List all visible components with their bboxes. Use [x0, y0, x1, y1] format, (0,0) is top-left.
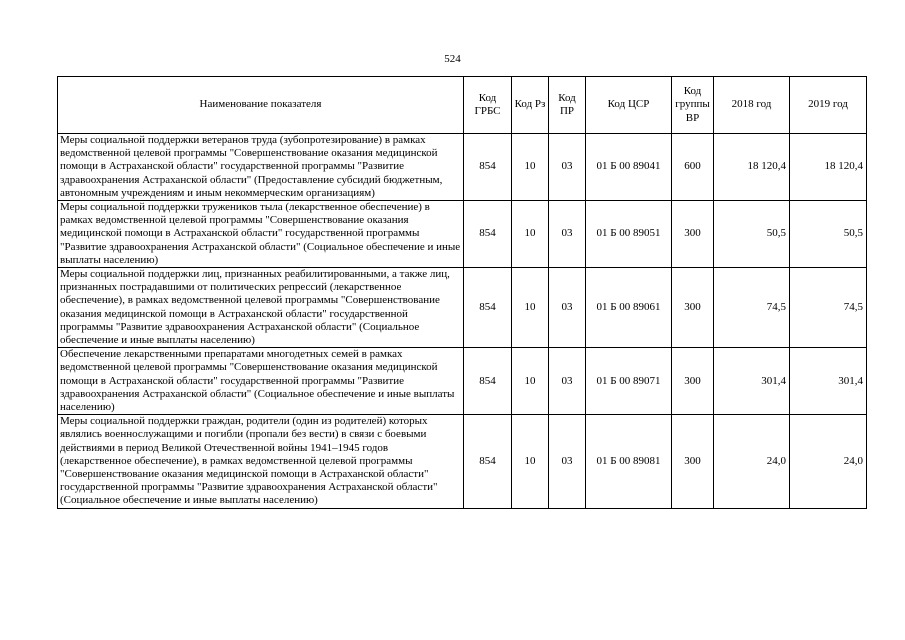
row-csr: 01 Б 00 89081: [586, 415, 672, 508]
row-grbs: 854: [464, 268, 512, 348]
row-rz: 10: [512, 134, 549, 201]
table-row: [58, 201, 867, 268]
header-rz: Код Рз: [512, 77, 549, 134]
header-csr: Код ЦСР: [586, 77, 672, 134]
row-name: Обеспечение лекарственными препаратами многодетных семей в рамках ведомственной целевой программы "Совершенствование оказания медицинской помощи в Астраханской области" государственной программы "Развитие здравоохранения Астраханской области" (Социальное обеспечение и иные выплаты населению): [58, 348, 464, 415]
header-grbs: Код ГРБС: [464, 77, 512, 134]
row-grbs: 854: [464, 134, 512, 201]
row-csr: 01 Б 00 89051: [586, 201, 672, 268]
row-pr: 03: [549, 268, 586, 348]
row-grbs: 854: [464, 415, 512, 508]
row-vr: 600: [672, 134, 714, 201]
row-amount-2019: 24,0: [790, 415, 867, 508]
header-name: Наименование показателя: [58, 77, 464, 134]
row-vr: 300: [672, 348, 714, 415]
row-grbs: 854: [464, 201, 512, 268]
table-row: [58, 134, 867, 201]
row-pr: 03: [549, 201, 586, 268]
header-2019: 2019 год: [790, 77, 867, 134]
row-rz: 10: [512, 201, 549, 268]
row-amount-2018: 301,4: [714, 348, 790, 415]
row-vr: 300: [672, 268, 714, 348]
row-csr: 01 Б 00 89061: [586, 268, 672, 348]
row-name: Меры социальной поддержки тружеников тыла (лекарственное обеспечение) в рамках ведомственной целевой программы "Совершенствование оказания медицинской помощи в Астраханской области" государственной программы "Развитие здравоохранения Астраханской области" (Социальное обеспечение и иные выплаты населению): [58, 201, 464, 268]
row-rz: 10: [512, 268, 549, 348]
row-vr: 300: [672, 415, 714, 508]
table-row: [58, 415, 867, 508]
row-amount-2018: 50,5: [714, 201, 790, 268]
header-vr: Код группы ВР: [672, 77, 714, 134]
row-csr: 01 Б 00 89071: [586, 348, 672, 415]
row-name: Меры социальной поддержки граждан, родители (один из родителей) которых являлись военнослужащими и погибли (пропали без вести) в связи с боевыми действиями в период Великой Отечественной войны 1941–1945 годов (лекарственное обеспечение), в рамках ведомственной целевой программы "Совершенствование оказания медицинской помощи в Астраханской области" государственной программы "Развитие здравоохранения Астраханской области" (Социальное обеспечение и иные выплаты населению): [58, 415, 464, 508]
row-pr: 03: [549, 348, 586, 415]
table-header-row: [58, 77, 867, 134]
table-row: [58, 268, 867, 348]
row-vr: 300: [672, 201, 714, 268]
row-pr: 03: [549, 415, 586, 508]
row-amount-2019: 18 120,4: [790, 134, 867, 201]
row-name: Меры социальной поддержки ветеранов труда (зубопротезирование) в рамках ведомственной целевой программы "Совершенствование оказания медицинской помощи в Астраханской области" государственной программы "Развитие здравоохранения Астраханской области" (Предоставление субсидий бюджетным, автономным учреждениям и иным некоммерческим организациям): [58, 134, 464, 201]
budget-table: [57, 76, 867, 509]
header-pr: Код ПР: [549, 77, 586, 134]
row-name: Меры социальной поддержки лиц, признанных реабилитированными, а также лиц, признанных пострадавшими от политических репрессий (лекарственное обеспечение), в рамках ведомственной целевой программы "Совершенствование оказания медицинской помощи в Астраханской области" государственной программы "Развитие здравоохранения Астраханской области" (Социальное обеспечение и иные выплаты населению): [58, 268, 464, 348]
row-amount-2018: 74,5: [714, 268, 790, 348]
row-amount-2019: 50,5: [790, 201, 867, 268]
row-amount-2018: 18 120,4: [714, 134, 790, 201]
row-pr: 03: [549, 134, 586, 201]
table-row: [58, 348, 867, 415]
row-rz: 10: [512, 415, 549, 508]
row-amount-2019: 301,4: [790, 348, 867, 415]
header-2018: 2018 год: [714, 77, 790, 134]
row-rz: 10: [512, 348, 549, 415]
row-csr: 01 Б 00 89041: [586, 134, 672, 201]
page-number: 524: [444, 53, 461, 65]
row-grbs: 854: [464, 348, 512, 415]
row-amount-2018: 24,0: [714, 415, 790, 508]
row-amount-2019: 74,5: [790, 268, 867, 348]
